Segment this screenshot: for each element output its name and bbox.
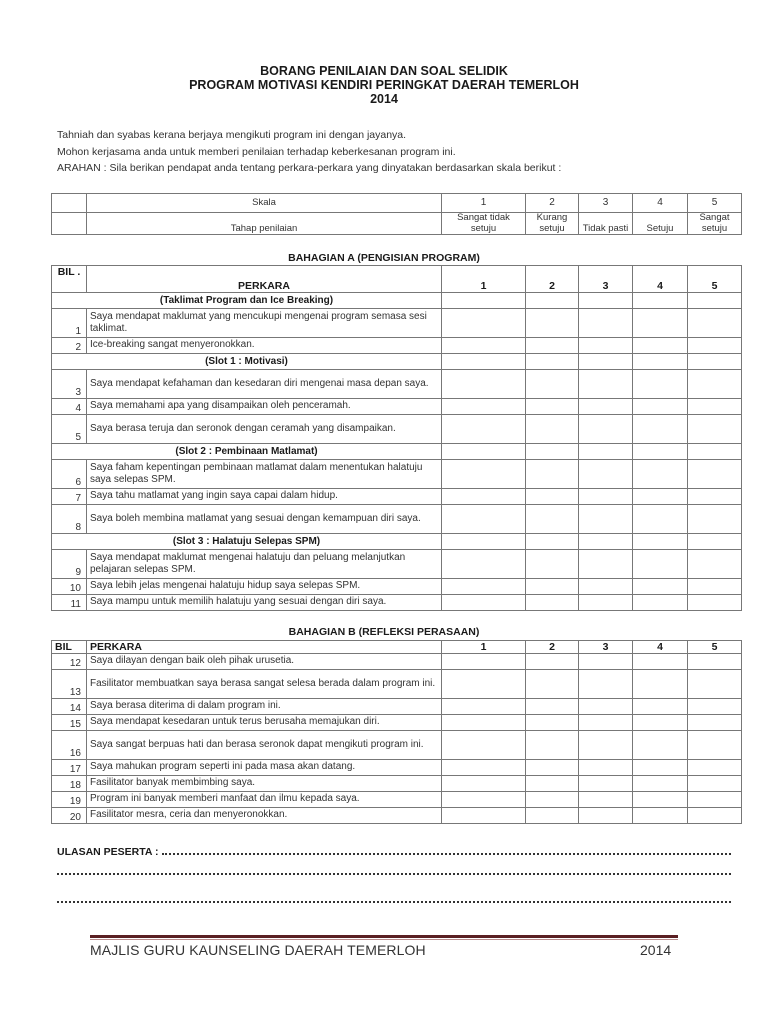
rating-cell-3[interactable] xyxy=(579,760,633,776)
question-text: Saya faham kepentingan pembinaan matlamat dalam menentukan halatuju saya selepas SPM. xyxy=(87,460,442,489)
scale-desc-4: Setuju xyxy=(633,213,688,235)
rating-cell-4[interactable] xyxy=(633,550,688,579)
rating-cell-5[interactable] xyxy=(688,654,742,670)
group-blank-cell xyxy=(688,293,742,309)
question-row xyxy=(52,338,742,354)
rating-cell-4[interactable] xyxy=(633,399,688,415)
question-text: Saya boleh membina matlamat yang sesuai dengan kemampuan diri saya. xyxy=(87,505,442,534)
group-label: (Slot 2 : Pembinaan Matlamat) xyxy=(52,444,442,460)
rating-cell-1[interactable] xyxy=(442,579,526,595)
question-row xyxy=(52,505,742,534)
rating-cell-5[interactable] xyxy=(688,579,742,595)
rating-cell-4[interactable] xyxy=(633,654,688,670)
rating-cell-5[interactable] xyxy=(688,370,742,399)
question-number: 3 xyxy=(52,370,87,399)
rating-cell-5[interactable] xyxy=(688,715,742,731)
ulasan-field-line-3[interactable] xyxy=(57,901,731,903)
rating-cell-1[interactable] xyxy=(442,595,526,611)
rating-cell-3[interactable] xyxy=(579,415,633,444)
group-blank-cell xyxy=(579,444,633,460)
rating-cell-2[interactable] xyxy=(526,670,579,699)
scale-num-4: 4 xyxy=(633,194,688,213)
question-number: 20 xyxy=(52,808,87,824)
question-row xyxy=(52,699,742,715)
question-text: Program ini banyak memberi manfaat dan ilmu kepada saya. xyxy=(87,792,442,808)
question-row xyxy=(52,808,742,824)
question-number: 17 xyxy=(52,760,87,776)
group-blank-cell xyxy=(526,354,579,370)
scale-table xyxy=(51,193,742,235)
group-label: (Slot 1 : Motivasi) xyxy=(52,354,442,370)
rating-cell-1[interactable] xyxy=(442,460,526,489)
question-number: 2 xyxy=(52,338,87,354)
bil-header: BIL . xyxy=(52,266,87,293)
rating-cell-1[interactable] xyxy=(442,338,526,354)
rating-cell-1[interactable] xyxy=(442,715,526,731)
question-text: Fasilitator membuatkan saya berasa sangat selesa berada dalam program ini. xyxy=(87,670,442,699)
question-row xyxy=(52,670,742,699)
rating-cell-2[interactable] xyxy=(526,654,579,670)
group-header-row xyxy=(52,354,742,370)
question-row xyxy=(52,370,742,399)
rating-cell-2[interactable] xyxy=(526,309,579,338)
group-blank-cell xyxy=(442,293,526,309)
intro-line-1: Tahniah dan syabas kerana berjaya mengikuti program ini dengan jayanya. xyxy=(57,129,407,141)
rating-cell-4[interactable] xyxy=(633,415,688,444)
col-header-4: 4 xyxy=(633,266,688,293)
question-number: 13 xyxy=(52,670,87,699)
rating-cell-1[interactable] xyxy=(442,489,526,505)
question-row xyxy=(52,760,742,776)
question-number: 12 xyxy=(52,654,87,670)
rating-cell-5[interactable] xyxy=(688,460,742,489)
question-text: Saya mendapat maklumat yang mencukupi mengenai program semasa sesi taklimat. xyxy=(87,309,442,338)
scale-num-3: 3 xyxy=(579,194,633,213)
rating-cell-1[interactable] xyxy=(442,370,526,399)
group-label: (Taklimat Program dan Ice Breaking) xyxy=(52,293,442,309)
rating-cell-4[interactable] xyxy=(633,776,688,792)
question-row xyxy=(52,731,742,760)
question-number: 10 xyxy=(52,579,87,595)
rating-cell-3[interactable] xyxy=(579,715,633,731)
group-blank-cell xyxy=(526,534,579,550)
rating-cell-3[interactable] xyxy=(579,595,633,611)
question-number: 18 xyxy=(52,776,87,792)
rating-cell-4[interactable] xyxy=(633,760,688,776)
ulasan-field-line-1[interactable] xyxy=(162,843,731,855)
question-number: 19 xyxy=(52,792,87,808)
rating-cell-3[interactable] xyxy=(579,460,633,489)
scale-desc-1: Sangat tidak setuju xyxy=(442,213,526,235)
question-number: 8 xyxy=(52,505,87,534)
group-header-row xyxy=(52,534,742,550)
rating-cell-1[interactable] xyxy=(442,760,526,776)
question-number: 9 xyxy=(52,550,87,579)
question-number: 14 xyxy=(52,699,87,715)
rating-cell-5[interactable] xyxy=(688,760,742,776)
rating-cell-3[interactable] xyxy=(579,399,633,415)
scale-num-2: 2 xyxy=(526,194,579,213)
rating-cell-2[interactable] xyxy=(526,731,579,760)
group-blank-cell xyxy=(579,354,633,370)
rating-cell-3[interactable] xyxy=(579,370,633,399)
rating-cell-3[interactable] xyxy=(579,309,633,338)
rating-cell-1[interactable] xyxy=(442,550,526,579)
rating-cell-4[interactable] xyxy=(633,505,688,534)
col-header-1: 1 xyxy=(442,641,526,654)
question-text: Saya sangat berpuas hati dan berasa seronok dapat mengikuti program ini. xyxy=(87,731,442,760)
group-blank-cell xyxy=(442,534,526,550)
rating-cell-5[interactable] xyxy=(688,505,742,534)
group-blank-cell xyxy=(633,354,688,370)
col-header-3: 3 xyxy=(579,641,633,654)
rating-cell-2[interactable] xyxy=(526,579,579,595)
rating-cell-4[interactable] xyxy=(633,731,688,760)
question-row xyxy=(52,460,742,489)
section-a-title: BAHAGIAN A (PENGISIAN PROGRAM) xyxy=(288,252,480,264)
section-b-title: BAHAGIAN B (REFLEKSI PERASAAN) xyxy=(288,626,480,638)
question-text: Saya mendapat kefahaman dan kesedaran diri mengenai masa depan saya. xyxy=(87,370,442,399)
rating-cell-2[interactable] xyxy=(526,760,579,776)
question-text: Saya mendapat kesedaran untuk terus berusaha memajukan diri. xyxy=(87,715,442,731)
section-b-header-row xyxy=(52,641,742,654)
perkara-header: PERKARA xyxy=(87,641,442,654)
question-row xyxy=(52,579,742,595)
footer-organization: MAJLIS GURU KAUNSELING DAERAH TEMERLOH xyxy=(90,942,426,958)
section-b-table xyxy=(51,640,742,824)
question-row xyxy=(52,489,742,505)
rating-cell-2[interactable] xyxy=(526,370,579,399)
form-title xyxy=(0,64,768,106)
rating-cell-2[interactable] xyxy=(526,550,579,579)
rating-cell-5[interactable] xyxy=(688,792,742,808)
rating-cell-3[interactable] xyxy=(579,808,633,824)
rating-cell-3[interactable] xyxy=(579,776,633,792)
rating-cell-2[interactable] xyxy=(526,792,579,808)
rating-cell-3[interactable] xyxy=(579,731,633,760)
perkara-header: PERKARA xyxy=(87,266,442,293)
question-row xyxy=(52,309,742,338)
rating-cell-2[interactable] xyxy=(526,808,579,824)
rating-cell-1[interactable] xyxy=(442,309,526,338)
group-blank-cell xyxy=(688,444,742,460)
rating-cell-2[interactable] xyxy=(526,505,579,534)
question-row xyxy=(52,415,742,444)
col-header-5: 5 xyxy=(688,641,742,654)
bil-header: BIL xyxy=(52,641,87,654)
rating-cell-4[interactable] xyxy=(633,808,688,824)
rating-cell-3[interactable] xyxy=(579,792,633,808)
question-number: 1 xyxy=(52,309,87,338)
question-text: Saya tahu matlamat yang ingin saya capai dalam hidup. xyxy=(87,489,442,505)
col-header-2: 2 xyxy=(526,641,579,654)
rating-cell-3[interactable] xyxy=(579,579,633,595)
scale-desc-5: Sangat setuju xyxy=(688,213,742,235)
question-number: 6 xyxy=(52,460,87,489)
intro-line-2: Mohon kerjasama anda untuk memberi penilaian terhadap keberkesanan program ini. xyxy=(57,145,456,158)
title-line-3: 2014 xyxy=(370,92,398,106)
question-text: Fasilitator mesra, ceria dan menyeronokkan. xyxy=(87,808,442,824)
rating-cell-5[interactable] xyxy=(688,415,742,444)
footer-rule xyxy=(90,935,678,938)
question-text: Saya berasa diterima di dalam program ini. xyxy=(87,699,442,715)
title-line-2: PROGRAM MOTIVASI KENDIRI PERINGKAT DAERAH TEMERLOH xyxy=(189,78,579,92)
rating-cell-4[interactable] xyxy=(633,338,688,354)
rating-cell-1[interactable] xyxy=(442,399,526,415)
group-blank-cell xyxy=(442,354,526,370)
rating-cell-5[interactable] xyxy=(688,808,742,824)
rating-cell-5[interactable] xyxy=(688,776,742,792)
rating-cell-2[interactable] xyxy=(526,489,579,505)
rating-cell-4[interactable] xyxy=(633,699,688,715)
question-number: 16 xyxy=(52,731,87,760)
rating-cell-2[interactable] xyxy=(526,399,579,415)
rating-cell-2[interactable] xyxy=(526,699,579,715)
scale-desc-3: Tidak pasti xyxy=(579,213,633,235)
group-blank-cell xyxy=(526,444,579,460)
col-header-4: 4 xyxy=(633,641,688,654)
question-number: 11 xyxy=(52,595,87,611)
question-row xyxy=(52,399,742,415)
question-text: Saya mahukan program seperti ini pada masa akan datang. xyxy=(87,760,442,776)
question-number: 5 xyxy=(52,415,87,444)
section-a-header-row xyxy=(52,266,742,293)
rating-cell-1[interactable] xyxy=(442,505,526,534)
question-text: Saya memahami apa yang disampaikan oleh penceramah. xyxy=(87,399,442,415)
scale-num-5: 5 xyxy=(688,194,742,213)
title-line-1: BORANG PENILAIAN DAN SOAL SELIDIK xyxy=(260,64,508,78)
group-blank-cell xyxy=(633,293,688,309)
rating-cell-5[interactable] xyxy=(688,309,742,338)
group-header-row xyxy=(52,293,742,309)
rating-cell-4[interactable] xyxy=(633,309,688,338)
scale-blank-cell xyxy=(52,194,87,213)
group-blank-cell xyxy=(526,293,579,309)
rating-cell-2[interactable] xyxy=(526,715,579,731)
scale-num-1: 1 xyxy=(442,194,526,213)
rating-cell-2[interactable] xyxy=(526,415,579,444)
question-row xyxy=(52,792,742,808)
question-row xyxy=(52,654,742,670)
rating-cell-1[interactable] xyxy=(442,670,526,699)
footer-year: 2014 xyxy=(640,942,672,958)
group-blank-cell xyxy=(579,534,633,550)
ulasan-field-line-2[interactable] xyxy=(57,873,731,875)
rating-cell-4[interactable] xyxy=(633,715,688,731)
rating-cell-2[interactable] xyxy=(526,776,579,792)
rating-cell-3[interactable] xyxy=(579,699,633,715)
rating-cell-3[interactable] xyxy=(579,489,633,505)
question-row xyxy=(52,550,742,579)
col-header-3: 3 xyxy=(579,266,633,293)
rating-cell-5[interactable] xyxy=(688,550,742,579)
rating-cell-1[interactable] xyxy=(442,792,526,808)
group-blank-cell xyxy=(579,293,633,309)
question-text: Saya berasa teruja dan seronok dengan ceramah yang disampaikan. xyxy=(87,415,442,444)
rating-cell-1[interactable] xyxy=(442,808,526,824)
question-text: Saya mendapat maklumat mengenai halatuju dan peluang melanjutkan pelajaran selepas SPM. xyxy=(87,550,442,579)
rating-cell-5[interactable] xyxy=(688,699,742,715)
question-row xyxy=(52,776,742,792)
rating-cell-3[interactable] xyxy=(579,654,633,670)
rating-cell-2[interactable] xyxy=(526,595,579,611)
question-text: Saya dilayan dengan baik oleh pihak urusetia. xyxy=(87,654,442,670)
group-blank-cell xyxy=(688,354,742,370)
rating-cell-4[interactable] xyxy=(633,670,688,699)
group-label: (Slot 3 : Halatuju Selepas SPM) xyxy=(52,534,442,550)
rating-cell-1[interactable] xyxy=(442,776,526,792)
ulasan-peserta xyxy=(57,843,731,858)
question-text: Fasilitator banyak membimbing saya. xyxy=(87,776,442,792)
question-number: 7 xyxy=(52,489,87,505)
skala-label: Skala xyxy=(87,194,442,213)
rating-cell-3[interactable] xyxy=(579,338,633,354)
col-header-5: 5 xyxy=(688,266,742,293)
rating-cell-3[interactable] xyxy=(579,505,633,534)
rating-cell-4[interactable] xyxy=(633,370,688,399)
rating-cell-3[interactable] xyxy=(579,670,633,699)
rating-cell-1[interactable] xyxy=(442,415,526,444)
rating-cell-5[interactable] xyxy=(688,338,742,354)
group-header-row xyxy=(52,444,742,460)
scale-desc-row xyxy=(52,213,742,235)
group-blank-cell xyxy=(633,534,688,550)
col-header-1: 1 xyxy=(442,266,526,293)
rating-cell-4[interactable] xyxy=(633,489,688,505)
group-blank-cell xyxy=(633,444,688,460)
rating-cell-5[interactable] xyxy=(688,399,742,415)
scale-desc-2: Kurang setuju xyxy=(526,213,579,235)
group-blank-cell xyxy=(442,444,526,460)
instructions: ARAHAN : Sila berikan pendapat anda tentang perkara-perkara yang dinyatakan berdasarkan skala berikut : xyxy=(57,162,562,174)
tahap-label: Tahap penilaian xyxy=(87,213,442,235)
rating-cell-1[interactable] xyxy=(442,699,526,715)
rating-cell-5[interactable] xyxy=(688,595,742,611)
rating-cell-5[interactable] xyxy=(688,489,742,505)
question-number: 15 xyxy=(52,715,87,731)
group-blank-cell xyxy=(688,534,742,550)
scale-number-row xyxy=(52,194,742,213)
question-text: Ice-breaking sangat menyeronokkan. xyxy=(87,338,442,354)
rating-cell-3[interactable] xyxy=(579,550,633,579)
intro-text xyxy=(57,127,561,177)
col-header-2: 2 xyxy=(526,266,579,293)
rating-cell-1[interactable] xyxy=(442,731,526,760)
rating-cell-4[interactable] xyxy=(633,595,688,611)
footer-rule-thin xyxy=(90,939,678,940)
question-row xyxy=(52,595,742,611)
rating-cell-5[interactable] xyxy=(688,670,742,699)
question-number: 4 xyxy=(52,399,87,415)
rating-cell-4[interactable] xyxy=(633,792,688,808)
scale-blank-cell xyxy=(52,213,87,235)
question-text: Saya lebih jelas mengenai halatuju hidup saya selepas SPM. xyxy=(87,579,442,595)
rating-cell-4[interactable] xyxy=(633,579,688,595)
question-text: Saya mampu untuk memilih halatuju yang sesuai dengan diri saya. xyxy=(87,595,442,611)
rating-cell-2[interactable] xyxy=(526,338,579,354)
rating-cell-2[interactable] xyxy=(526,460,579,489)
rating-cell-1[interactable] xyxy=(442,654,526,670)
question-row xyxy=(52,715,742,731)
rating-cell-4[interactable] xyxy=(633,460,688,489)
rating-cell-5[interactable] xyxy=(688,731,742,760)
section-a-table xyxy=(51,265,742,611)
ulasan-label: ULASAN PESERTA : xyxy=(57,846,159,858)
